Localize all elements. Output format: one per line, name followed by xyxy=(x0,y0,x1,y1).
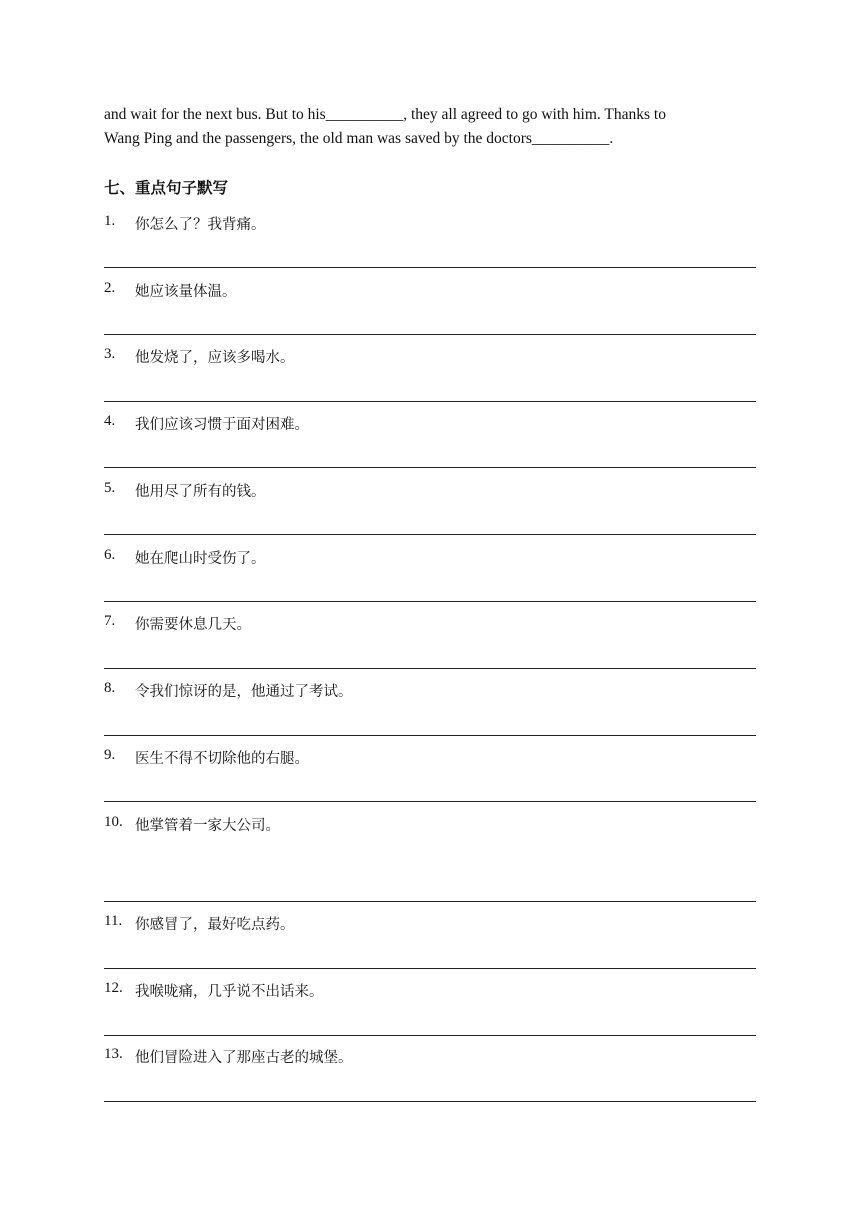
answer-line[interactable] xyxy=(104,401,756,402)
item-sentence: 令我们惊讶的是，他通过了考试。 xyxy=(135,684,353,700)
item-number: 2. xyxy=(104,280,116,296)
answer-line[interactable] xyxy=(104,267,756,268)
item-number: 13. xyxy=(104,1046,123,1062)
item-number: 12. xyxy=(104,980,123,996)
answer-line[interactable] xyxy=(104,668,756,669)
answer-line[interactable] xyxy=(104,601,756,602)
item-number: 5. xyxy=(104,480,116,496)
item-sentence: 你需要休息几天。 xyxy=(135,617,251,633)
item-number: 8. xyxy=(104,680,116,696)
item-number: 1. xyxy=(104,213,116,229)
item-number: 10. xyxy=(104,814,123,830)
item-number: 11. xyxy=(104,913,123,929)
item-sentence: 他发烧了，应该多喝水。 xyxy=(135,350,295,366)
item-sentence: 她在爬山时受伤了。 xyxy=(135,551,266,567)
item-sentence: 你感冒了，最好吃点药。 xyxy=(135,917,295,933)
section-title: 七、重点句子默写 xyxy=(104,179,229,197)
item-number: 3. xyxy=(104,346,116,362)
answer-line[interactable] xyxy=(104,801,756,802)
answer-line[interactable] xyxy=(104,1035,756,1036)
passage-line-1: and wait for the next bus. But to his__________, they all agreed to go with him. Thanks to xyxy=(104,106,666,123)
answer-line[interactable] xyxy=(104,901,756,902)
item-sentence: 我喉咙痛，几乎说不出话来。 xyxy=(135,984,324,1000)
item-sentence: 你怎么了？我背痛。 xyxy=(135,217,266,233)
item-number: 7. xyxy=(104,613,116,629)
item-sentence: 他用尽了所有的钱。 xyxy=(135,484,266,500)
item-sentence: 她应该量体温。 xyxy=(135,284,237,300)
passage-line-2: Wang Ping and the passengers, the old man was saved by the doctors__________. xyxy=(104,130,614,147)
item-sentence: 我们应该习惯于面对困难。 xyxy=(135,417,309,433)
answer-line[interactable] xyxy=(104,534,756,535)
item-sentence: 医生不得不切除他的右腿。 xyxy=(135,751,309,767)
answer-line[interactable] xyxy=(104,968,756,969)
answer-line[interactable] xyxy=(104,1101,756,1102)
item-sentence: 他掌管着一家大公司。 xyxy=(135,818,280,834)
answer-line[interactable] xyxy=(104,334,756,335)
answer-line[interactable] xyxy=(104,735,756,736)
item-number: 9. xyxy=(104,747,116,763)
item-sentence: 他们冒险进入了那座古老的城堡。 xyxy=(135,1050,353,1066)
item-number: 4. xyxy=(104,413,116,429)
answer-line[interactable] xyxy=(104,467,756,468)
item-number: 6. xyxy=(104,547,116,563)
